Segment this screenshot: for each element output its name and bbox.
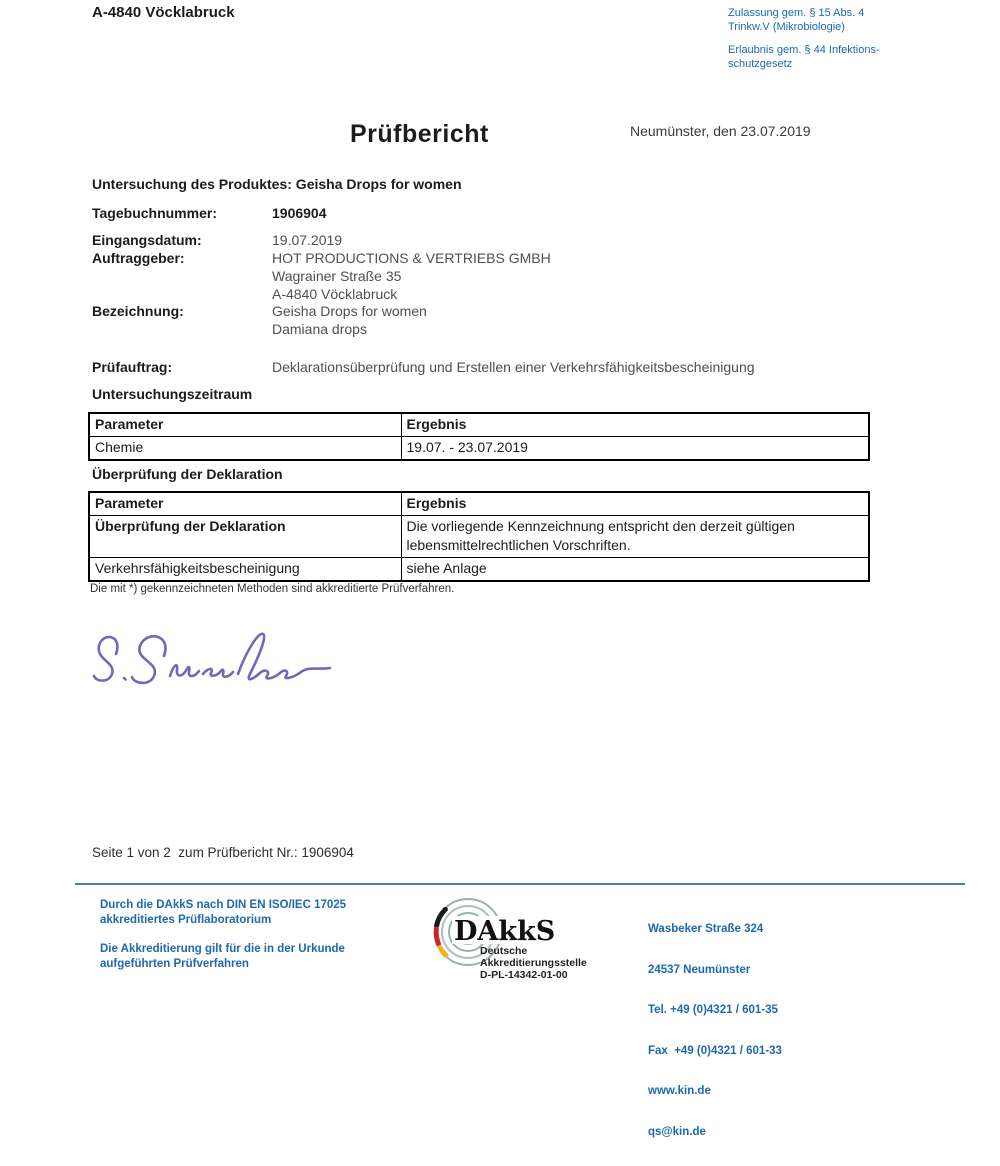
approvals-note bbox=[728, 6, 880, 80]
column-header-parameter: Parameter bbox=[89, 413, 401, 437]
report-title: Prüfbericht bbox=[350, 120, 489, 148]
bezeichnung-label: Bezeichnung: bbox=[92, 303, 184, 319]
table-row bbox=[89, 516, 869, 558]
heading-untersuchungszeitraum: Untersuchungszeitraum bbox=[92, 386, 253, 402]
dakks-line-1: Deutsche bbox=[480, 945, 528, 957]
bezeichnung-value bbox=[272, 302, 427, 338]
cell-parameter: Chemie bbox=[89, 437, 401, 461]
table-deklaration bbox=[88, 491, 870, 582]
signature bbox=[90, 622, 340, 707]
approval-2-line-1: Erlaubnis gem. § 44 Infektions- bbox=[728, 44, 880, 56]
tagebuchnummer-label: Tagebuchnummer: bbox=[92, 205, 217, 221]
footer-website: www.kin.de bbox=[648, 1085, 711, 1097]
tagebuchnummer-value: 1906904 bbox=[272, 205, 327, 221]
footer-accreditation-text bbox=[100, 898, 346, 986]
dakks-logo bbox=[424, 896, 634, 980]
pruefauftrag-label: Prüfauftrag: bbox=[92, 359, 173, 375]
accreditation-footnote: Die mit *) gekennzeichneten Methoden sind akkreditierte Prüfverfahren. bbox=[90, 583, 455, 595]
table-untersuchungszeitraum bbox=[88, 412, 870, 461]
eingangsdatum-value: 19.07.2019 bbox=[272, 232, 343, 248]
auftraggeber-label: Auftraggeber: bbox=[92, 250, 185, 266]
footer-email: qs@kin.de bbox=[648, 1125, 706, 1138]
eingangsdatum-label: Eingangsdatum: bbox=[92, 232, 202, 248]
footer-tel: Tel. +49 (0)4321 / 601-35 bbox=[648, 1004, 778, 1016]
dakks-line-2: Akkreditierungsstelle bbox=[480, 957, 587, 969]
column-header-ergebnis: Ergebnis bbox=[401, 413, 869, 437]
cell-ergebnis: 19.07. - 23.07.2019 bbox=[401, 437, 869, 461]
cell-parameter: Verkehrsfähigkeitsbescheinigung bbox=[89, 558, 401, 582]
footer-city: 24537 Neumünster bbox=[648, 963, 751, 976]
bezeichnung-line-2: Damiana drops bbox=[272, 321, 367, 337]
footer-fax: Fax +49 (0)4321 / 601-33 bbox=[648, 1044, 782, 1057]
auftraggeber-line-1: HOT PRODUCTIONS & VERTRIEBS GMBH bbox=[272, 250, 551, 266]
cell-ergebnis: siehe Anlage bbox=[401, 558, 869, 582]
dakks-logo-graphic bbox=[424, 896, 634, 980]
sender-address: A-4840 Vöcklabruck bbox=[92, 4, 235, 21]
footer-contact-block bbox=[648, 896, 782, 1166]
heading-ueberpruefung-deklaration: Überprüfung der Deklaration bbox=[92, 466, 283, 482]
auftraggeber-value bbox=[272, 249, 551, 303]
place-date-line: Neumünster, den 23.07.2019 bbox=[630, 123, 811, 139]
footer-left-line-1: Durch die DAkkS nach DIN EN ISO/IEC 17025 bbox=[100, 899, 347, 911]
dakks-wordmark: DAkkS bbox=[454, 916, 556, 947]
approval-2-line-2: schutzgesetz bbox=[728, 58, 793, 70]
dakks-line-3: D-PL-14342-01-00 bbox=[480, 969, 568, 980]
field-eingangsdatum bbox=[92, 231, 792, 249]
column-header-ergebnis: Ergebnis bbox=[401, 492, 869, 516]
table-header-row bbox=[89, 413, 869, 437]
table-header-row bbox=[89, 492, 869, 516]
field-auftraggeber bbox=[92, 249, 792, 303]
field-tagebuchnummer bbox=[92, 204, 792, 222]
cell-ergebnis: Die vorliegende Kennzeichnung entspricht den derzeit gültigen lebensmittelrechtlichen Vorschriften. bbox=[401, 516, 869, 558]
approval-1-line-2: Trinkw.V (Mikrobiologie) bbox=[728, 21, 845, 33]
table-row bbox=[89, 437, 869, 461]
table-row bbox=[89, 558, 869, 582]
footer-left-line-3: Die Akkreditierung gilt für die in der Urkunde bbox=[100, 943, 345, 955]
footer-left-line-4: aufgeführten Prüfverfahren bbox=[100, 958, 249, 970]
subject-line: Untersuchung des Produktes: Geisha Drops for women bbox=[92, 176, 462, 192]
signature-stroke bbox=[90, 622, 340, 702]
page-number-line: Seite 1 von 2 zum Prüfbericht Nr.: 1906904 bbox=[92, 845, 354, 860]
cell-parameter: Überprüfung der Deklaration bbox=[89, 516, 401, 558]
footer-street: Wasbeker Straße 324 bbox=[648, 923, 764, 935]
bezeichnung-line-1: Geisha Drops for women bbox=[272, 303, 427, 319]
auftraggeber-line-3: A-4840 Vöcklabruck bbox=[272, 286, 398, 302]
approval-1-line-1: Zulassung gem. § 15 Abs. 4 bbox=[728, 7, 865, 19]
pruefauftrag-value: Deklarationsüberprüfung und Erstellen einer Verkehrsfähigkeitsbescheinigung bbox=[272, 359, 755, 375]
footer-left-line-2: akkreditiertes Prüflaboratorium bbox=[100, 914, 272, 926]
field-bezeichnung bbox=[92, 302, 792, 338]
footer-divider bbox=[75, 883, 965, 885]
column-header-parameter: Parameter bbox=[89, 492, 401, 516]
auftraggeber-line-2: Wagrainer Straße 35 bbox=[272, 268, 402, 284]
field-pruefauftrag bbox=[92, 358, 792, 376]
